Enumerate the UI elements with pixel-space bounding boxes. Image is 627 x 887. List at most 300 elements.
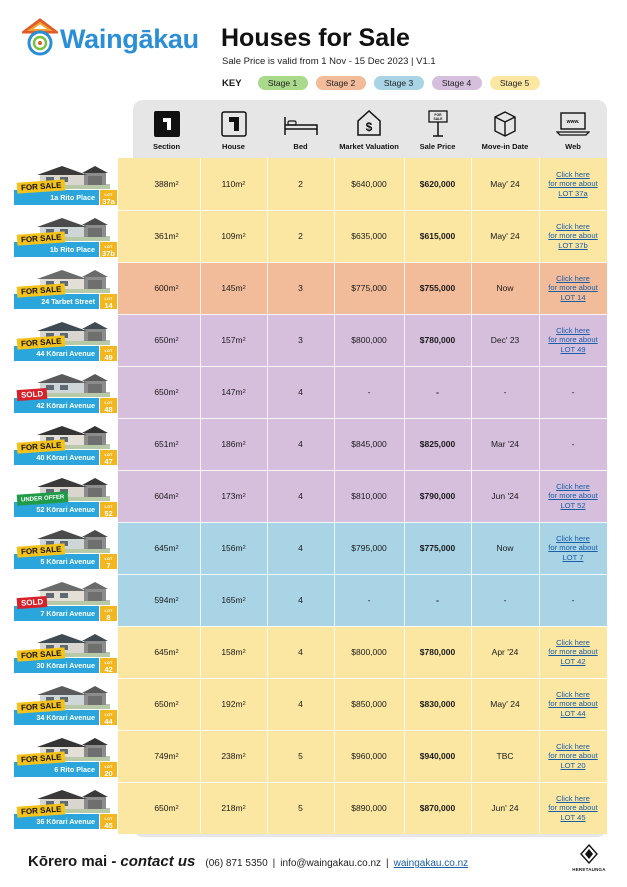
cell-section: 361m 2 xyxy=(154,231,179,241)
unit-superscript: 2 xyxy=(175,753,179,759)
cell-bed: 2 xyxy=(298,179,303,189)
unit-superscript: 2 xyxy=(242,233,246,239)
lot-info-link-line[interactable]: for more about xyxy=(548,699,598,709)
lot-info-link-line[interactable]: Click here xyxy=(556,273,590,283)
status-badge: FOR SALE xyxy=(17,751,66,765)
house-thumbnail[interactable] xyxy=(14,782,117,834)
unit-superscript: 2 xyxy=(175,337,179,343)
unit-superscript: 2 xyxy=(175,805,179,811)
unit-superscript: 2 xyxy=(242,181,246,187)
lot-number: 49 xyxy=(104,352,113,362)
cell-move-in: Dec' 23 xyxy=(490,335,520,345)
house-thumbnail[interactable] xyxy=(14,470,117,522)
cell-valuation: $775,000 xyxy=(351,283,387,293)
footer-contact: contact us xyxy=(120,853,196,870)
cell-valuation: $960,000 xyxy=(351,751,387,761)
status-badge: FOR SALE xyxy=(17,803,66,817)
status-badge: FOR SALE xyxy=(17,179,66,193)
house-thumbnail[interactable] xyxy=(14,418,117,470)
cell-move-in: Now xyxy=(496,283,514,293)
cell-move-in: Now xyxy=(496,543,514,553)
table-row xyxy=(118,210,607,262)
table-row xyxy=(118,366,607,418)
cell-web[interactable] xyxy=(539,470,607,522)
unit-superscript: 2 xyxy=(175,649,179,655)
cell-house: 157m 2 xyxy=(221,335,246,345)
lot-info-link-line[interactable]: for more about xyxy=(548,751,598,761)
table-row xyxy=(118,678,607,730)
lot-info-link-line[interactable]: LOT 37b xyxy=(558,240,588,250)
svg-text:SALE: SALE xyxy=(432,117,443,121)
column-divider xyxy=(471,158,472,833)
lot-info-link[interactable] xyxy=(548,170,597,199)
row-divider xyxy=(118,470,607,471)
house-thumbnail[interactable] xyxy=(14,730,117,782)
lot-number-box xyxy=(100,814,117,829)
house-thumbnail[interactable] xyxy=(14,158,117,210)
unit-superscript: 2 xyxy=(175,597,179,603)
lot-label: LOT xyxy=(104,451,113,457)
cell-valuation: $845,000 xyxy=(351,439,387,449)
status-badge: SOLD xyxy=(17,388,48,401)
lot-info-link-line[interactable]: LOT 52 xyxy=(560,500,586,510)
stage-key xyxy=(222,76,540,90)
col-label: Web xyxy=(565,142,581,151)
row-divider xyxy=(118,366,607,367)
money-bag-icon xyxy=(355,109,383,137)
cell-bed: 4 xyxy=(298,387,303,397)
laptop-icon xyxy=(556,111,590,137)
cell-web: - xyxy=(571,387,575,397)
cell-bed: 3 xyxy=(298,283,303,293)
cell-move-in: Mar '24 xyxy=(490,439,520,449)
address-label: 36 Kōrari Avenue xyxy=(14,814,99,829)
table-row xyxy=(118,418,607,470)
table-row xyxy=(118,314,607,366)
cell-bed: 4 xyxy=(298,543,303,553)
house-thumbnail[interactable] xyxy=(14,626,117,678)
row-divider xyxy=(118,574,607,575)
cell-move-in: - xyxy=(503,387,507,397)
lot-info-link-line[interactable]: LOT 7 xyxy=(562,552,584,562)
lot-info-link[interactable] xyxy=(548,690,597,719)
lot-info-link-line[interactable]: Click here xyxy=(556,533,590,543)
lot-info-link-line[interactable]: Click here xyxy=(556,689,590,699)
key-label: KEY xyxy=(222,77,242,89)
table-row xyxy=(118,158,607,210)
lot-number: 37a xyxy=(102,196,115,206)
col-label: Move-in Date xyxy=(481,142,529,151)
lot-label: LOT xyxy=(104,763,113,769)
cell-bed: 5 xyxy=(298,751,303,761)
col-header-bed xyxy=(267,100,334,158)
row-divider xyxy=(118,210,607,211)
address-label: 6 Rito Place xyxy=(14,762,99,777)
lot-info-link-line[interactable]: LOT 42 xyxy=(560,656,586,666)
house-thumbnail[interactable] xyxy=(14,574,117,626)
lot-info-link[interactable] xyxy=(548,534,597,563)
footer-phone[interactable]: (06) 871 5350 xyxy=(205,858,268,869)
address-label: 30 Kōrari Avenue xyxy=(14,658,99,673)
cell-section: 650m 2 xyxy=(154,387,179,397)
address-label: 7 Kōrari Avenue xyxy=(14,606,99,621)
cell-house: 186m 2 xyxy=(221,439,246,449)
lot-info-link[interactable] xyxy=(548,482,597,511)
cell-web: - xyxy=(571,595,575,605)
row-divider xyxy=(118,418,607,419)
footer xyxy=(28,853,468,870)
column-divider xyxy=(267,158,268,833)
column-divider xyxy=(334,158,335,833)
cell-web[interactable] xyxy=(539,262,607,314)
waingakau-logo xyxy=(22,18,222,62)
column-divider xyxy=(200,158,201,833)
cell-price: $790,000 xyxy=(419,491,456,501)
cell-section: 600m 2 xyxy=(154,283,179,293)
brand-name: Waingākau xyxy=(60,24,199,54)
cell-price: $825,000 xyxy=(419,439,456,449)
lot-info-link[interactable] xyxy=(548,274,597,303)
lot-info-link-line[interactable]: Click here xyxy=(556,169,590,179)
lot-label: LOT xyxy=(104,555,113,561)
lot-number-box xyxy=(100,762,117,777)
lot-label: LOT xyxy=(104,243,113,249)
lot-info-link-line[interactable]: LOT 20 xyxy=(560,760,586,770)
lot-number-box xyxy=(100,606,117,621)
address-label: 40 Kōrari Avenue xyxy=(14,450,99,465)
house-thumbnail[interactable] xyxy=(14,522,117,574)
cell-section: 749m 2 xyxy=(154,751,179,761)
footer-korero: Kōrero mai - xyxy=(28,853,117,870)
cell-move-in: May' 24 xyxy=(490,699,520,709)
lot-label: LOT xyxy=(104,659,113,665)
cell-house: 145m 2 xyxy=(221,283,246,293)
lot-number: 52 xyxy=(104,508,113,518)
col-header-section xyxy=(133,100,200,158)
cell-web[interactable] xyxy=(539,210,607,262)
cell-bed: 4 xyxy=(298,595,303,605)
unit-superscript: 2 xyxy=(175,181,179,187)
cell-web[interactable] xyxy=(539,158,607,210)
cell-house: 147m 2 xyxy=(221,387,246,397)
unit-superscript: 2 xyxy=(242,597,246,603)
house-thumbnail[interactable] xyxy=(14,262,117,314)
cell-move-in: Jun' 24 xyxy=(491,803,519,813)
unit-superscript: 2 xyxy=(242,805,246,811)
address-label: 52 Kōrari Avenue xyxy=(14,502,99,517)
address-label: 5 Kōrari Avenue xyxy=(14,554,99,569)
lot-number-box xyxy=(100,450,117,465)
unit-superscript: 2 xyxy=(242,441,246,447)
cell-web[interactable] xyxy=(539,678,607,730)
cell-move-in: Jun '24 xyxy=(491,491,519,501)
address-label: 1b Rito Place xyxy=(14,242,99,257)
col-label: Bed xyxy=(293,142,308,151)
row-divider xyxy=(118,262,607,263)
cell-house: 109m 2 xyxy=(221,231,246,241)
unit-superscript: 2 xyxy=(175,441,179,447)
house-thumbnail[interactable] xyxy=(14,678,117,730)
lot-number: 37b xyxy=(102,248,115,258)
table-row xyxy=(118,522,607,574)
cell-price: - xyxy=(436,387,439,397)
cell-bed: 4 xyxy=(298,491,303,501)
cell-section: 604m 2 xyxy=(154,491,179,501)
footer-website-link[interactable]: waingakau.co.nz xyxy=(393,858,469,869)
cell-bed: 4 xyxy=(298,439,303,449)
lot-number-box xyxy=(100,554,117,569)
status-badge: FOR SALE xyxy=(17,439,66,453)
waingakau-logo-icon xyxy=(22,18,58,58)
key-stage-2: Stage 2 xyxy=(316,76,366,90)
cell-section: 594m 2 xyxy=(154,595,179,605)
lot-label: LOT xyxy=(104,399,113,405)
lot-info-link[interactable] xyxy=(548,742,597,771)
lot-info-link-line[interactable]: LOT 49 xyxy=(560,344,586,354)
lot-info-link-line[interactable]: for more about xyxy=(548,179,598,189)
cell-price: $870,000 xyxy=(419,803,456,813)
lot-label: LOT xyxy=(104,191,113,197)
lot-info-link[interactable] xyxy=(548,326,597,355)
heretaunga-logo-text: HERETAUNGA xyxy=(572,867,606,872)
lot-number-box xyxy=(100,502,117,517)
cell-valuation: $810,000 xyxy=(351,491,387,501)
footer-email[interactable]: info@waingakau.co.nz xyxy=(280,858,382,869)
cell-valuation: $800,000 xyxy=(351,647,387,657)
cell-valuation: $635,000 xyxy=(351,231,387,241)
cell-bed: 5 xyxy=(298,803,303,813)
key-stage-5: Stage 5 xyxy=(490,76,540,90)
unit-superscript: 2 xyxy=(242,753,246,759)
box-icon xyxy=(492,109,518,137)
status-badge: FOR SALE xyxy=(17,335,66,349)
col-label: Market Valuation xyxy=(339,142,399,151)
cell-move-in: May' 24 xyxy=(490,179,520,189)
lot-number: 8 xyxy=(106,612,111,622)
unit-superscript: 2 xyxy=(242,337,246,343)
cell-price: $940,000 xyxy=(419,751,456,761)
unit-superscript: 2 xyxy=(175,285,179,291)
cell-section: 388m 2 xyxy=(154,179,179,189)
unit-superscript: 2 xyxy=(242,649,246,655)
cell-price: $775,000 xyxy=(419,543,456,553)
svg-text:www.: www. xyxy=(566,119,580,125)
lot-info-link-line[interactable]: for more about xyxy=(548,283,598,293)
svg-text:FOR: FOR xyxy=(433,113,442,117)
col-header-house xyxy=(200,100,267,158)
house-icon xyxy=(221,111,247,137)
col-label: Section xyxy=(152,142,181,151)
lot-info-link[interactable] xyxy=(548,222,597,251)
status-badge: FOR SALE xyxy=(17,647,66,661)
cell-section: 645m 2 xyxy=(154,647,179,657)
cell-house: 110m 2 xyxy=(221,179,246,189)
lot-label: LOT xyxy=(104,295,113,301)
table-row xyxy=(118,574,607,626)
lot-label: LOT xyxy=(104,815,113,821)
column-divider xyxy=(539,158,540,833)
row-divider xyxy=(118,522,607,523)
unit-superscript: 2 xyxy=(175,701,179,707)
lot-number: 47 xyxy=(104,456,113,466)
cell-valuation: $640,000 xyxy=(351,179,387,189)
unit-superscript: 2 xyxy=(175,233,179,239)
lot-info-link-line[interactable]: LOT 14 xyxy=(560,292,586,302)
row-divider xyxy=(118,678,607,679)
lot-info-link-line[interactable]: for more about xyxy=(548,491,598,501)
cell-valuation: $795,000 xyxy=(351,543,387,553)
address-label: 34 Kōrari Avenue xyxy=(14,710,99,725)
cell-section: 650m 2 xyxy=(154,803,179,813)
lot-info-link-line[interactable]: for more about xyxy=(548,231,598,241)
address-label: 44 Kōrari Avenue xyxy=(14,346,99,361)
lot-info-link-line[interactable]: Click here xyxy=(556,221,590,231)
cell-move-in: Apr '24 xyxy=(491,647,519,657)
footer-separator: | xyxy=(272,858,276,869)
lot-info-link-line[interactable]: LOT 45 xyxy=(560,812,586,822)
cell-price: $780,000 xyxy=(419,335,456,345)
lot-number: 7 xyxy=(106,560,111,570)
cell-bed: 4 xyxy=(298,647,303,657)
cell-price: $830,000 xyxy=(419,699,456,709)
lot-info-link[interactable] xyxy=(548,794,597,823)
cell-section: 651m 2 xyxy=(154,439,179,449)
cell-move-in: - xyxy=(503,595,507,605)
svg-text:$: $ xyxy=(365,120,373,134)
key-stage-4: Stage 4 xyxy=(432,76,482,90)
status-badge: FOR SALE xyxy=(17,543,66,557)
lot-info-link-line[interactable]: Click here xyxy=(556,793,590,803)
cell-web[interactable] xyxy=(539,626,607,678)
lot-info-link-line[interactable]: for more about xyxy=(548,803,598,813)
col-label: House xyxy=(222,142,245,151)
unit-superscript: 2 xyxy=(175,545,179,551)
col-header-valuation xyxy=(334,100,404,158)
unit-superscript: 2 xyxy=(242,285,246,291)
status-badge: FOR SALE xyxy=(17,231,66,245)
unit-superscript: 2 xyxy=(242,545,246,551)
lot-number: 20 xyxy=(104,768,113,778)
address-label: 1a Rito Place xyxy=(14,190,99,205)
house-thumbnail[interactable] xyxy=(14,210,117,262)
heretaunga-diamond-icon xyxy=(567,843,611,867)
cell-valuation: - xyxy=(367,387,371,397)
col-header-move-in xyxy=(471,100,539,158)
cell-house: 158m 2 xyxy=(221,647,246,657)
cell-house: 238m 2 xyxy=(221,751,246,761)
cell-bed: 4 xyxy=(298,699,303,709)
page-subtitle: Sale Price is valid from 1 Nov - 15 Dec 2023 | V1.1 xyxy=(222,56,436,67)
row-divider xyxy=(118,314,607,315)
lot-info-link-line[interactable]: Click here xyxy=(556,741,590,751)
lot-number: 44 xyxy=(104,716,113,726)
row-divider xyxy=(118,730,607,731)
bed-icon xyxy=(283,115,319,137)
cell-price: $780,000 xyxy=(419,647,456,657)
lot-info-link-line[interactable]: for more about xyxy=(548,647,598,657)
unit-superscript: 2 xyxy=(242,493,246,499)
lot-number-box xyxy=(100,346,117,361)
cell-price: - xyxy=(436,595,439,605)
table-row xyxy=(118,470,607,522)
cell-price: $615,000 xyxy=(419,231,456,241)
cell-web[interactable] xyxy=(539,522,607,574)
cell-section: 650m 2 xyxy=(154,699,179,709)
lot-label: LOT xyxy=(104,711,113,717)
table-row xyxy=(118,782,607,834)
cell-valuation: $890,000 xyxy=(351,803,387,813)
col-header-sale-price xyxy=(404,100,471,158)
unit-superscript: 2 xyxy=(175,493,179,499)
unit-superscript: 2 xyxy=(242,701,246,707)
col-label: Sale Price xyxy=(419,142,456,151)
cell-web[interactable] xyxy=(539,730,607,782)
footer-separator: | xyxy=(386,858,389,869)
lot-info-link-line[interactable]: for more about xyxy=(548,543,598,553)
cell-house: 156m 2 xyxy=(221,543,246,553)
status-badge: FOR SALE xyxy=(17,283,66,297)
cell-house: 173m 2 xyxy=(221,491,246,501)
heretaunga-logo xyxy=(567,843,611,875)
lot-info-link-line[interactable]: Click here xyxy=(556,325,590,335)
lot-number-box xyxy=(100,190,117,205)
address-label: 42 Kōrari Avenue xyxy=(14,398,99,413)
cell-house: 165m 2 xyxy=(221,595,246,605)
cell-house: 192m 2 xyxy=(221,699,246,709)
column-divider xyxy=(404,158,405,833)
lot-info-link-line[interactable]: for more about xyxy=(548,335,598,345)
unit-superscript: 2 xyxy=(242,389,246,395)
section-icon xyxy=(154,111,180,137)
cell-move-in: TBC xyxy=(496,751,514,761)
cell-valuation: $850,000 xyxy=(351,699,387,709)
row-divider xyxy=(118,626,607,627)
house-thumbnail[interactable] xyxy=(14,314,117,366)
lot-number-box xyxy=(100,658,117,673)
lot-number-box xyxy=(100,294,117,309)
house-thumbnail[interactable] xyxy=(14,366,117,418)
unit-superscript: 2 xyxy=(175,389,179,395)
lot-number: 42 xyxy=(104,664,113,674)
lot-label: LOT xyxy=(104,607,113,613)
cell-section: 650m 2 xyxy=(154,335,179,345)
cell-valuation: - xyxy=(367,595,371,605)
cell-price: $620,000 xyxy=(419,179,456,189)
key-stage-1: Stage 1 xyxy=(258,76,308,90)
cell-web[interactable] xyxy=(539,314,607,366)
cell-web[interactable] xyxy=(539,782,607,834)
lot-label: LOT xyxy=(104,503,113,509)
lot-info-link[interactable] xyxy=(548,638,597,667)
lot-number: 48 xyxy=(104,404,113,414)
lot-info-link-line[interactable]: LOT 37a xyxy=(558,188,588,198)
lot-number: 14 xyxy=(104,300,113,310)
lot-label: LOT xyxy=(104,347,113,353)
lot-info-link-line[interactable]: Click here xyxy=(556,637,590,647)
col-header-web xyxy=(539,100,607,158)
cell-web: - xyxy=(571,439,575,449)
cell-bed: 2 xyxy=(298,231,303,241)
for-sale-sign-icon xyxy=(426,109,450,137)
row-divider xyxy=(118,782,607,783)
lot-info-link-line[interactable]: Click here xyxy=(556,481,590,491)
lot-info-link-line[interactable]: LOT 44 xyxy=(560,708,586,718)
cell-house: 218m 2 xyxy=(221,803,246,813)
table-row xyxy=(118,626,607,678)
table-row xyxy=(118,730,607,782)
lot-number-box xyxy=(100,710,117,725)
lot-number: 45 xyxy=(104,820,113,830)
